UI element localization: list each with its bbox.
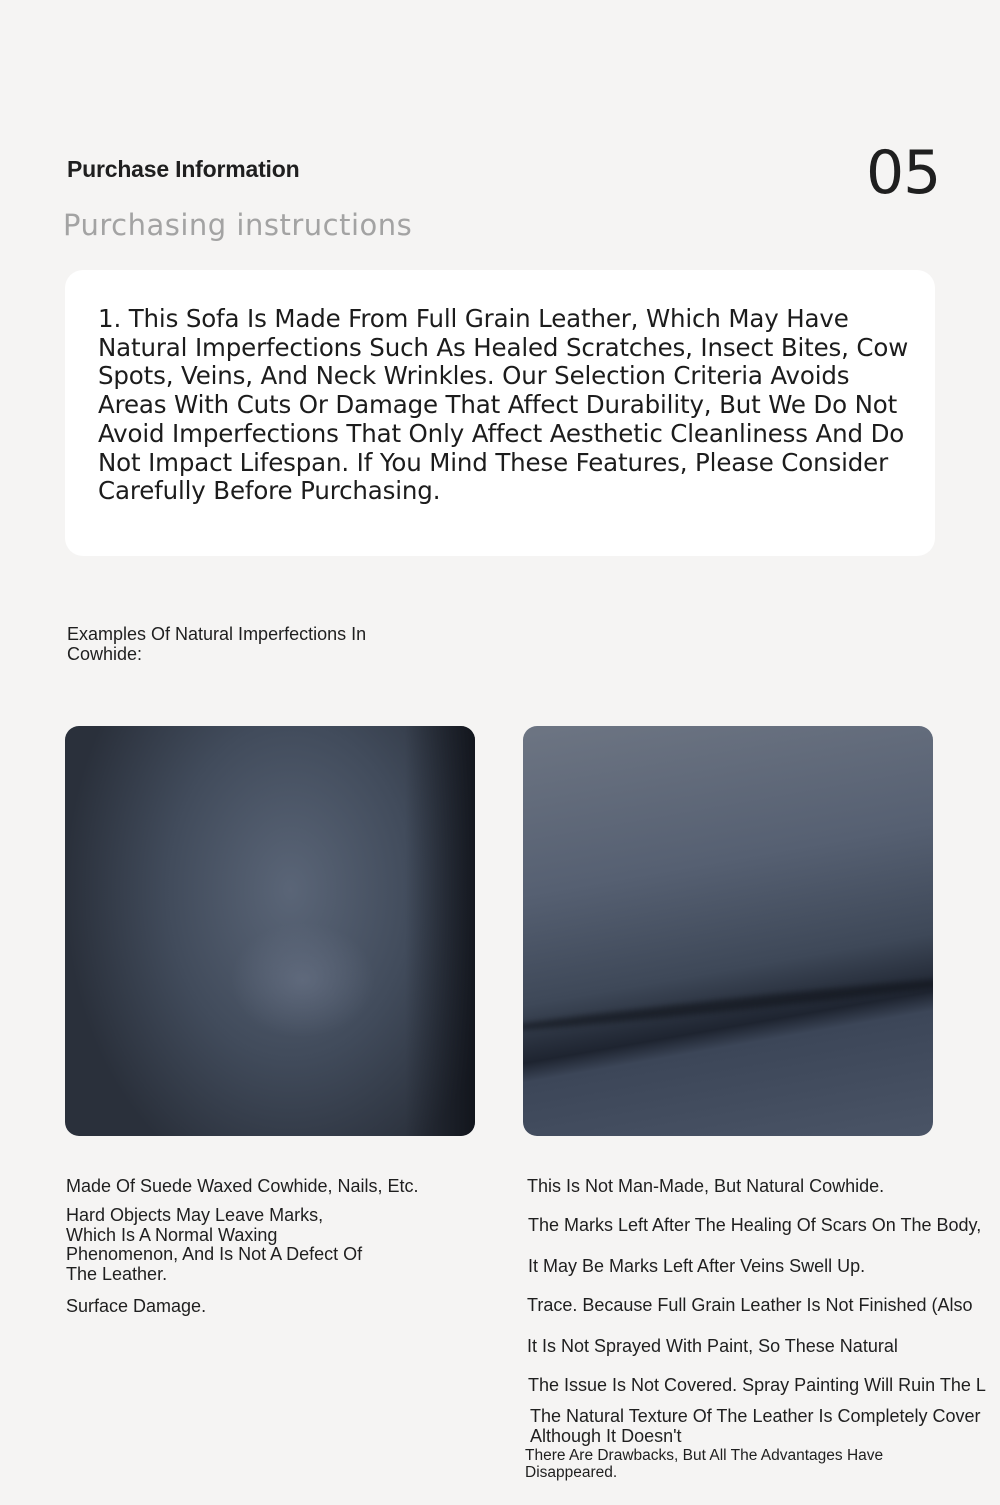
- notice-text: 1. This Sofa Is Made From Full Grain Leather, Which May Have Natural Imperfections Such As Healed Scratches, Insect Bites, Cow Spots, Veins, And Neck Wrinkles. Our Selection Criteria Avoids Areas With Cuts Or Damage That Affect Durability, But We Do Not Avoid Imperfections That Only Affect Aesthetic Cleanliness And Do Not Impact Lifespan. If You Mind These Features, Please Consider Carefully Before Purchasing.: [98, 304, 909, 506]
- examples-label: Examples Of Natural Imperfections In Cowhide:: [67, 624, 367, 664]
- right-caption-3: It May Be Marks Left After Veins Swell Up.: [528, 1256, 866, 1276]
- right-caption-8: There Are Drawbacks, But All The Advantages Have Disappeared.: [525, 1447, 884, 1481]
- left-caption-3: Surface Damage.: [66, 1296, 207, 1316]
- left-caption-1: Made Of Suede Waxed Cowhide, Nails, Etc.: [66, 1176, 419, 1196]
- right-caption-7: The Natural Texture Of The Leather Is Completely Cover Although It Doesn't: [530, 1406, 981, 1446]
- right-caption-4: Trace. Because Full Grain Leather Is Not Finished (Also: [527, 1295, 973, 1315]
- leather-photo-right: [523, 726, 933, 1136]
- leather-photo-left: [65, 726, 475, 1136]
- right-caption-5: It Is Not Sprayed With Paint, So These Natural: [527, 1336, 898, 1356]
- right-caption-1: This Is Not Man-Made, But Natural Cowhide.: [527, 1176, 885, 1196]
- right-caption-2: The Marks Left After The Healing Of Scars On The Body,: [528, 1215, 982, 1235]
- section-subtitle: Purchasing instructions: [63, 208, 413, 242]
- left-caption-2: Hard Objects May Leave Marks, Which Is A Normal Waxing Phenomenon, And Is Not A Defect Of The Leather.: [66, 1205, 363, 1285]
- section-heading: Purchase Information: [67, 156, 300, 182]
- right-caption-6: The Issue Is Not Covered. Spray Painting Will Ruin The L: [528, 1375, 986, 1395]
- section-number: 05: [866, 138, 941, 208]
